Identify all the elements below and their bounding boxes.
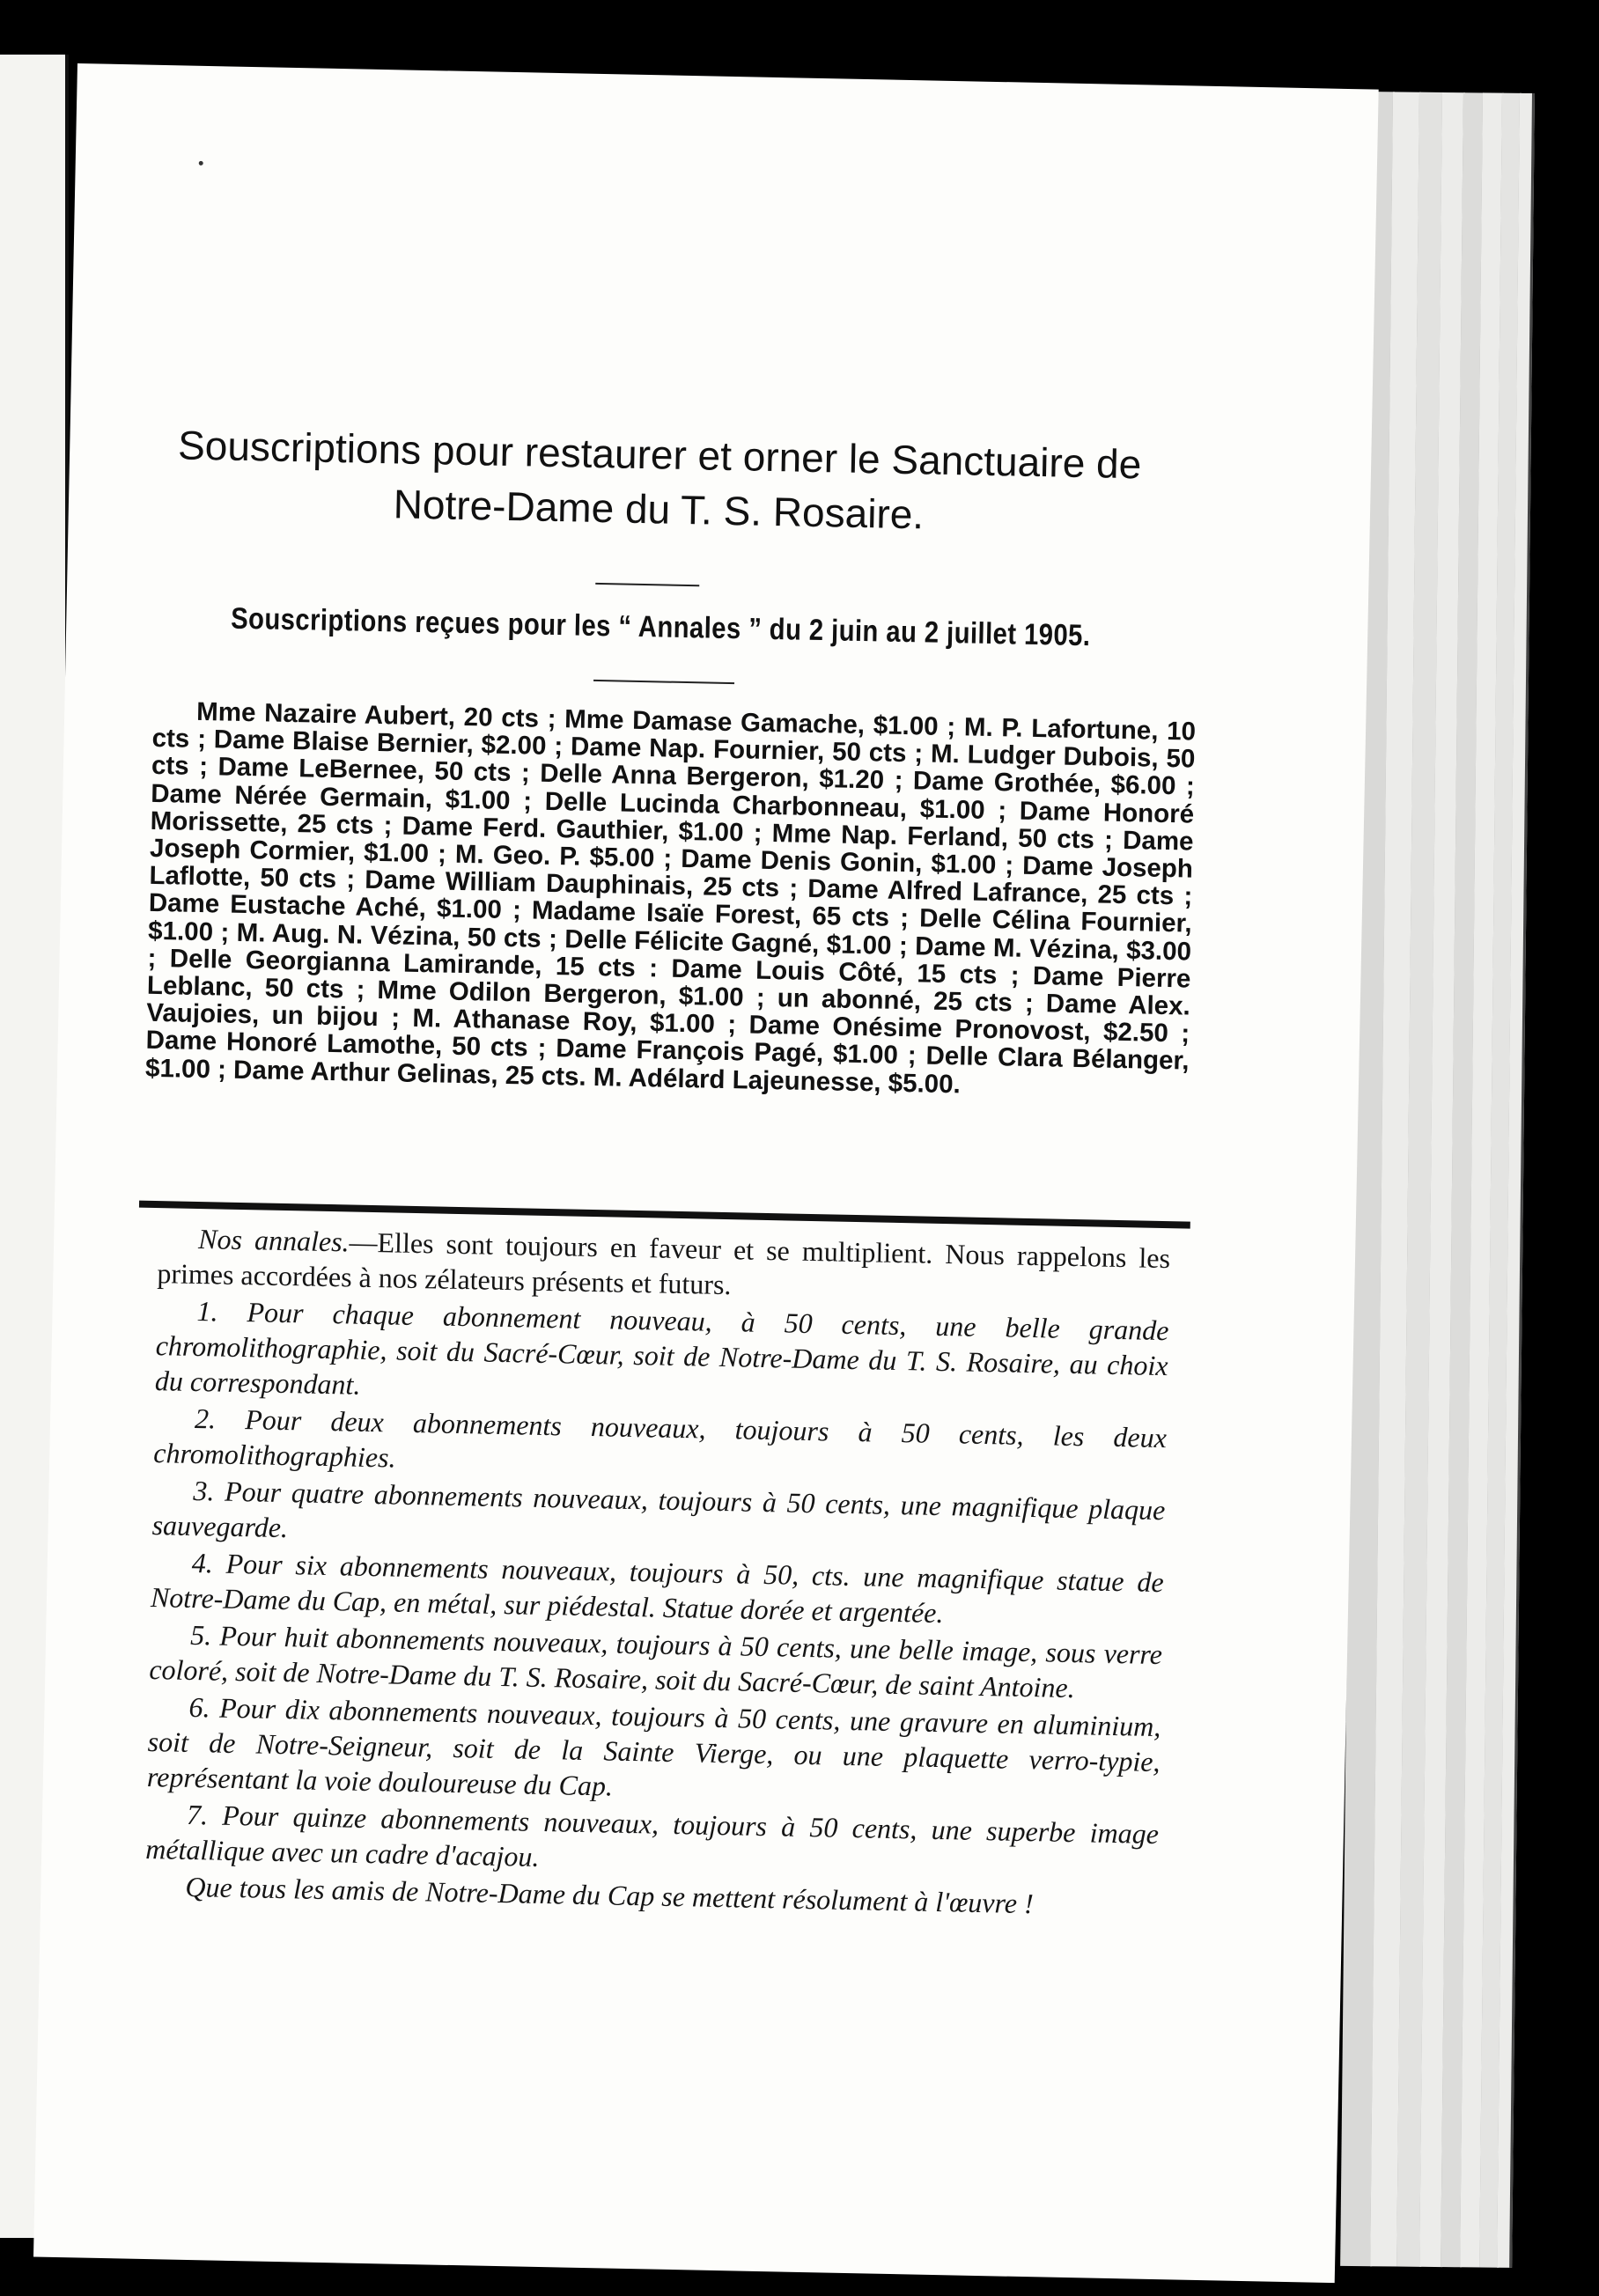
- premium-item: 5. Pour huit abonnements nouveaux, toujours à 50 cents, une belle image, sous verre coloré, soit de Notre-Dame du T. S. Rosaire, soit du Sacré-Cœur, de saint Antoine.: [149, 1618, 1163, 1704]
- notes-intro: —Elles sont toujours en faveur et se multiplient. Nous rappelons les primes accordées à nos zélateurs présents et futurs.: [157, 1225, 1171, 1301]
- title-line-1: Souscriptions pour restaurer et orner le Sanctuaire de: [177, 422, 1142, 488]
- premium-item: 2. Pour deux abonnements nouveaux, toujours à 50 cents, les deux chromolithographies.: [152, 1402, 1168, 1474]
- divider-bottom: [593, 680, 734, 684]
- premium-item: 7. Pour quinze abonnements nouveaux, toujours à 50 cents, une superbe image métallique avec un cadre d'acajou.: [144, 1798, 1160, 1873]
- page-title: [68, 416, 1249, 548]
- notes-section: [144, 1220, 1170, 1925]
- premium-item: 1. Pour chaque abonnement nouveau, à 50 cents, une belle grande chromolithographie, soit du Sacré-Cœur, soit de Notre-Dame du T. S. Rosaire, au choix du correspondant.: [154, 1295, 1169, 1401]
- title-line-2: Notre-Dame du T. S. Rosaire.: [393, 481, 925, 538]
- page-subtitle: Souscriptions reçues pour les “ Annales ” du 2 juin au 2 juillet 1905.: [230, 601, 1091, 653]
- divider-top: [595, 583, 699, 586]
- printed-page: [33, 63, 1379, 2283]
- closing-paragraph: Que tous les amis de Notre-Dame du Cap se mettent résolument à l'œuvre !: [185, 1870, 1035, 1920]
- premium-item: 6. Pour dix abonnements nouveaux, toujours à 50 cents, une gravure en aluminium, soit de Notre-Seigneur, soit de la Sainte Vierge, ou une plaquette verro-typie, représentant la voie douloureuse du Cap.: [146, 1690, 1161, 1802]
- subscriptions-list: Mme Nazaire Aubert, 20 cts ; Mme Damase Gamache, $1.00 ; M. P. Lafortune, 10 cts ; Dame Blaise Bernier, $2.00 ; Dame Nap. Fournier, 50 cts ; M. Ludger Dubois, 50 cts ; Dame LeBernee, 50 cts ; Delle Anna Bergeron, $1.20 ; Dame Grothée, $6.00 ; Dame Nérée Germain, $1.00 ; Delle Lucinda Charbonneau, $1.00 ; Dame Honoré Morissette, 25 cts ; Dame Ferd. Gauthier, $1.00 ; Mme Nap. Ferland, 50 cts ; Dame Joseph Cormier, $1.00 ; M. Geo. P. $5.00 ; Dame Denis Gonin, $1.00 ; Dame Joseph Laflotte, 50 cts ; Dame William Dauphinais, 25 cts ; Dame Alfred Lafrance, 25 cts ; Dame Eustache Aché, $1.00 ; Madame Isaïe Forest, 65 cts ; Delle Célina Fournier, $1.00 ; M. Aug. N. Vézina, 50 cts ; Delle Félicite Gagné, $1.00 ; Dame M. Vézina, $3.00 ; Delle Georgianna Lamirande, 15 cts : Dame Louis Côté, 15 cts ; Dame Pierre Leblanc, 50 cts ; Mme Odilon Bergeron, $1.00 ; un abonné, 25 cts ; Dame Alex. Vaujoies, un bijou ; M. Athanase Roy, $1.00 ; Dame Onésime Pronovost, $2.50 ; Dame Honoré Lamothe, 50 cts ; Dame François Pagé, $1.00 ; Delle Clara Bélanger, $1.00 ; Dame Arthur Gelinas, 25 cts. M. Adélard Lajeunesse, $5.00.: [144, 696, 1197, 1099]
- stacked-page-edges: [1340, 92, 1574, 2268]
- premium-item: 3. Pour quatre abonnements nouveaux, toujours à 50 cents, une magnifique plaque sauvegarde.: [151, 1474, 1166, 1544]
- notes-heading: Nos annales.: [197, 1223, 350, 1258]
- premium-item: 4. Pour six abonnements nouveaux, toujours à 50, cts. une magnifique statue de Notre-Dame du Cap, en métal, sur piédestal. Statue dorée et argentée.: [150, 1546, 1164, 1630]
- speck-mark: [199, 161, 203, 166]
